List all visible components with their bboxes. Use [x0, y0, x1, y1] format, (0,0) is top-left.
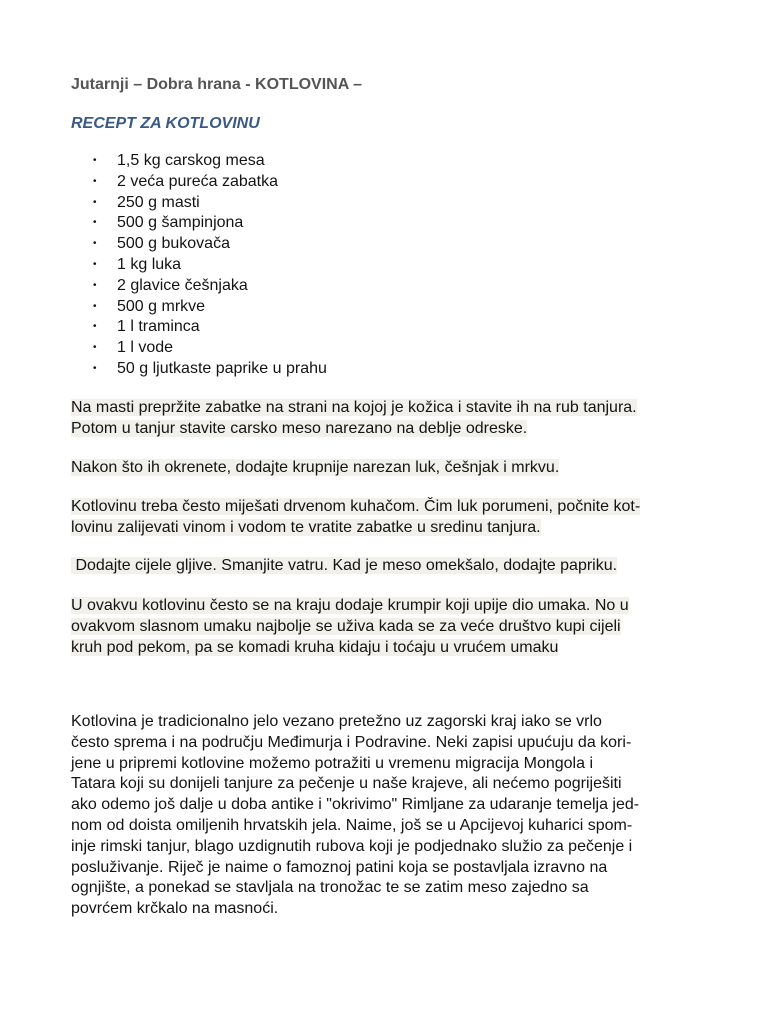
ingredient-text: 1 l vode — [117, 339, 174, 357]
bullet-icon: • — [93, 279, 97, 291]
ingredient-text: 1 l traminca — [117, 318, 200, 336]
ingredient-text: 1,5 kg carskog mesa — [117, 152, 265, 169]
instruction-line: kruh pod pekom, pa se komadi kruha kidaju i toćaju u vrućem umaku — [71, 638, 559, 656]
bullet-icon: • — [93, 217, 97, 229]
instruction-line: Potom u tanjur stavite carsko meso narezano na deblje odreske. — [71, 419, 528, 437]
instruction-line: Dodajte cijele gljive. Smanjite vatru. Kad je meso omekšalo, dodajte papriku. — [71, 557, 618, 574]
bullet-icon: • — [93, 175, 97, 187]
ingredient-text: 1 kg luka — [117, 255, 182, 273]
recipe-title: RECEPT ZA KOTLOVINU — [71, 115, 260, 132]
instruction-paragraph — [71, 458, 559, 479]
ingredient-text: 500 g mrkve — [117, 297, 206, 315]
history-paragraph — [71, 712, 639, 920]
ingredient-text: 2 veća pureća zabatka — [117, 172, 278, 190]
bullet-icon: • — [93, 258, 97, 270]
instruction-line: lovinu zalijevati vinom i vodom te vratite zabatke u sredinu tanjura. — [71, 518, 541, 536]
history-line: ako odemo još dalje u doba antike i "okrivimo" Rimljane za udaranje temelja jed- — [71, 796, 640, 814]
bullet-icon: • — [93, 342, 97, 354]
bullet-icon: • — [93, 238, 97, 250]
bullet-icon: • — [93, 196, 97, 208]
instruction-paragraph — [71, 398, 637, 440]
history-line: ognjište, a ponekad se stavljala na tronožac te se zatim meso zajedno sa — [71, 879, 589, 897]
history-line: povrćem krčkalo na masnoći. — [71, 900, 279, 918]
bullet-icon: • — [93, 300, 97, 312]
document-header: Jutarnji – Dobra hrana - KOTLOVINA – — [71, 76, 363, 93]
bullet-icon: • — [93, 362, 97, 374]
instruction-paragraph — [71, 556, 617, 577]
instruction-line: U ovakvu kotlovinu često se na kraju dodaje krumpir koji upije dio umaka. No u — [71, 597, 629, 614]
ingredient-text: 500 g šampinjona — [117, 214, 244, 232]
instruction-paragraph — [71, 497, 640, 539]
instruction-paragraph — [71, 596, 629, 658]
instruction-line: Kotlovinu treba često miješati drvenom kuhačom. Čim luk porumeni, počnite kot- — [71, 498, 641, 515]
history-line: jene u pripremi kotlovine možemo potražiti u vremenu migracija Mongola i — [71, 754, 594, 772]
ingredient-text: 500 g bukovača — [117, 235, 230, 253]
history-line: Kotlovina je tradicionalno jelo vezano pretežno uz zagorski kraj iako se vrlo — [71, 713, 602, 730]
bullet-icon: • — [93, 155, 97, 166]
history-line: nom od doista omiljenih hrvatskih jela. Naime, još se u Apcijevoj kuharici spom- — [71, 816, 633, 834]
history-line: Tatara koji su donijeli tanjure za pečenje u naše krajeve, ali nećemo pogriješiti — [71, 775, 622, 793]
ingredient-text: 2 glavice češnjaka — [117, 276, 248, 294]
bullet-icon: • — [93, 321, 97, 333]
instruction-line: ovakvom slasnom umaku najbolje se uživa kada se za veće društvo kupi cijeli — [71, 617, 621, 635]
instruction-line: Nakon što ih okrenete, dodajte krupnije narezan luk, češnjak i mrkvu. — [71, 459, 560, 476]
ingredient-text: 50 g ljutkaste paprike u prahu — [117, 359, 327, 377]
ingredient-text: 250 g masti — [117, 193, 200, 211]
history-line: često sprema i na području Međimurja i Podravine. Neki zapisi upućuju da kori- — [71, 733, 632, 751]
history-line: posluživanje. Riječ je naime o famoznoj patini koja se postavljala izravno na — [71, 858, 608, 876]
history-line: inje rimski tanjur, blago uzdignutih rubova koji je podjednako služio za pečenje i — [71, 837, 633, 855]
instruction-line: Na masti prepržite zabatke na strani na kojoj je kožica i stavite ih na rub tanjura. — [71, 399, 637, 416]
